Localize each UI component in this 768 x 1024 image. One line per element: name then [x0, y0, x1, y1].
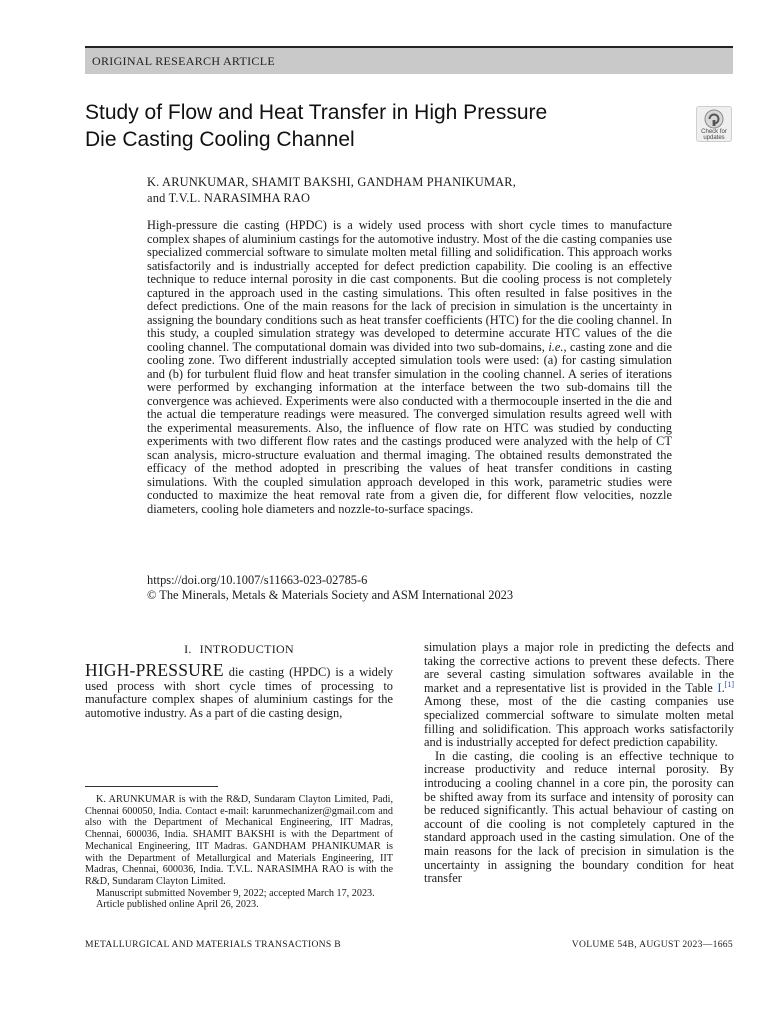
footnote-rule: [85, 786, 218, 787]
intro-right-text-a: simulation plays a major role in predicting the defects and taking the corrective actions to prevent these defects. There are several casting simulation softwares available in the market and a representative list is provided in the Table: [424, 640, 734, 695]
left-column: [85, 641, 393, 720]
authors-line-1: K. ARUNKUMAR, SHAMIT BAKSHI, GANDHAM PHANIKUMAR,: [147, 175, 517, 189]
section-number: I.: [184, 642, 192, 656]
footnote-submitted: Manuscript submitted November 9, 2022; accepted March 17, 2023.: [96, 887, 375, 899]
intro-left-text: die casting (HPDC) is a widely used process with short cycle times of processing to manufacture complex shapes of aluminium castings for the automotive industry. As a part of die casting design,: [85, 665, 393, 720]
article-type-banner: [85, 48, 733, 74]
drop-cap: HIGH-PRESSURE: [85, 660, 224, 680]
copyright-line: © The Minerals, Metals & Materials Society and ASM International 2023: [147, 588, 514, 602]
footer-volume-page: VOLUME 54B, AUGUST 2023—1665: [571, 939, 733, 950]
article-title: [85, 99, 645, 153]
intro-paragraph-continued: simulation plays a major role in predicting the defects and taking the corrective actions to prevent these defects. There are several casting simulation softwares available in the market and a representative list is provided in the Table I.[1] Among these, most of the die casting companies use specialized commercial software to simulate molten metal filling and solidification. This approach works satisfactorily and is industrially accepted for defect prediction capability.: [424, 640, 734, 750]
intro-paragraph-2: In die casting, die cooling is an effective technique to increase productivity and reduce internal porosity. By introducing a cooling channel in a core pin, the porosity can be shifted away from its surface and intensity of porosity can be reduced significantly. This actual behaviour of casting on account of die cooling is not completely captured in the standard approach used in the casting simulation. One of the main reasons for the lack of precision in simulation is the uncertainty in assigning the boundary condition for heat transfer: [424, 748, 734, 886]
check-updates-icon: [704, 109, 724, 129]
intro-right-text-b: Among these, most of the die casting companies use specialized commercial software to simulate molten metal filling and solidification. This approach works satisfactorily and is industrially accepted for defect prediction capability.: [424, 694, 734, 750]
article-type-label: ORIGINAL RESEARCH ARTICLE: [92, 53, 275, 68]
intro-paragraph-1: [85, 660, 393, 720]
right-column: [424, 641, 734, 886]
abstract-ie: i.e.: [548, 339, 564, 354]
reference-link-1[interactable]: [1]: [724, 679, 734, 689]
footnote-affiliations: K. ARUNKUMAR is with the R&D, Sundaram Clayton Limited, Padi, Chennai 600050, India. Contact e-mail: karunmechanizer@gmail.com and also with the Department of Mechanical Engineering, IIT Madras, Chennai, 600036, India. SHAMIT BAKSHI is with the Department of Mechanical Engineering, IIT Madras. GANDHAM PHANIKUMAR is with the Department of Metallurgical and Materials Engineering, IIT Madras, Chennai, 600036, India. T.V.L. NARASIMHA RAO is with the R&D, Sundaram Clayton Limited.: [85, 794, 393, 887]
abstract-part-1: High-pressure die casting (HPDC) is a widely used process with short cycle times to manufacture complex shapes of aluminium castings for the automotive industry. Most of the die casting companies use specialized commercial software to simulate molten metal filling and solidification. This approach works satisfactorily and is industrially accepted for defect prediction capability. Die cooling is an effective technique to reduce internal porosity in die cast components. But die cooling process is not completely captured in the approach used in the casting simulations. This often resulted in false positives in the defect predictions. One of the main reasons for the lack of precision in simulation is the uncertainty in assigning the boundary conditions such as heat transfer coefficients (HTC) for the die cooling channel. In this study, a coupled simulation strategy was developed to determine accurate HTC values of the die cooling channel. The computational domain was divided into two sub-domains,: [147, 218, 673, 354]
footer-journal: METALLURGICAL AND MATERIALS TRANSACTIONS B: [85, 939, 341, 950]
title-line-2: Die Casting Cooling Channel: [85, 128, 355, 151]
section-heading-introduction: [85, 641, 393, 657]
check-updates-label: Check for updates: [701, 129, 727, 141]
abstract-part-2: , casting zone and die cooling zone. Two different industrially accepted simulation tools were used: (a) for casting simulation and (b) for turbulent fluid flow and heat transfer simulation in the cooling channel. A series of iterations were performed by exchanging information at the interface between the two sub-domains till the convergence was achieved. Experiments were also conducted with a thermocouple inserted in the die and the actual die temperature readings were measured. The converged simulation results agreed well with the experimental measurements. Also, the influence of flow rate on HTC was studied by conducting experiments with two different flow rates and the castings produced were analyzed with the help of CT scan analysis, micro-structure evaluation and thermal imaging. The obtained results demonstrated the efficacy of the method adopted in prescribing the values of heat transfer conditions in casting simulations. With the coupled simulation approach developed in this work, parametric studies were conducted to maximize the heat removal rate from a given die, for different flow velocities, nozzle diameters, cooling hole diameters and nozzle-to-surface spacings.: [147, 339, 672, 516]
table-link[interactable]: I: [717, 680, 722, 695]
abstract: [147, 219, 672, 516]
check-for-updates-button[interactable]: [696, 106, 732, 142]
title-line-1: Study of Flow and Heat Transfer in High Pressure: [85, 101, 548, 124]
footnote: [85, 794, 393, 911]
doi-block: [147, 573, 707, 603]
doi-link[interactable]: https://doi.org/10.1007/s11663-023-02785-6: [147, 573, 368, 587]
footnote-published: Article published online April 26, 2023.: [96, 899, 259, 911]
section-title: INTRODUCTION: [199, 642, 294, 656]
author-list: [147, 175, 667, 206]
authors-line-2: and T.V.L. NARASIMHA RAO: [147, 190, 311, 205]
